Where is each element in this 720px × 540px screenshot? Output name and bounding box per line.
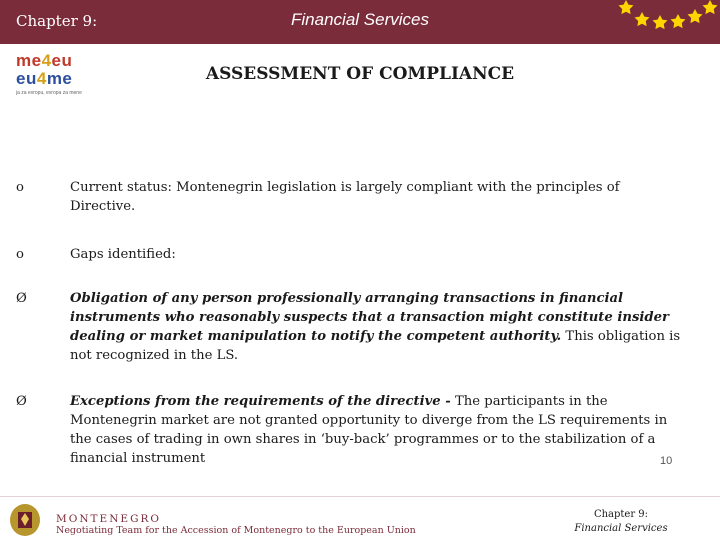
bullet-item-gaps <box>16 245 686 264</box>
footer-chapter: Chapter 9: <box>593 509 649 520</box>
header-bar <box>0 0 720 44</box>
arrow-bullet-icon: Ø <box>16 394 27 409</box>
logo-line-1: me4eu <box>16 51 73 70</box>
star-icon <box>671 14 686 28</box>
arrow-bullet-icon: Ø <box>16 291 27 306</box>
footer-team: Negotiating Team for the Accession of Montenegro to the European Union <box>56 525 416 536</box>
me4eu-logo <box>16 52 116 100</box>
slide-title: ASSESSMENT OF COMPLIANCE <box>205 64 515 84</box>
footer-country: MONTENEGRO <box>56 513 161 525</box>
star-icon <box>619 0 634 14</box>
footer-section: Financial Services <box>574 523 668 534</box>
star-icon <box>653 15 668 29</box>
bullet-item-obligation <box>16 289 686 365</box>
bullet-text: Gaps identified: <box>70 247 176 262</box>
bullet-item-current-status <box>16 178 686 216</box>
page-number: 10 <box>660 455 673 467</box>
logo-tagline: ja za evropu, evropa za mene <box>16 90 82 96</box>
bullet-emphasis: Exceptions from the requirements of the directive - <box>70 394 451 409</box>
bullet-item-exceptions <box>16 392 686 468</box>
bullet-text: This obligation is not recognized in the LS. <box>70 329 681 363</box>
header-chapter: Chapter 9: <box>16 12 98 30</box>
bullet-emphasis: Obligation of any person professionally arranging transactions in financial instruments who reasonably suspects that a transaction might constitute insider dealing or market manipulation to notify the competent authority. <box>70 291 669 344</box>
star-icon <box>703 0 718 14</box>
header-section-title: Financial Services <box>291 10 429 29</box>
montenegro-crest-icon <box>6 502 44 538</box>
circle-bullet-icon: o <box>16 180 24 195</box>
bullet-text: The participants in the Montenegrin market are not granted opportunity to diverge from the LS requirements in the cases of trading in own shares in ‘buy-back’ programmes or to the stabilization of a financial instrument <box>70 394 668 466</box>
bullet-text: Current status: Montenegrin legislation is largely compliant with the principles of Directive. <box>70 180 620 214</box>
eu-stars-icon <box>612 0 720 44</box>
circle-bullet-icon: o <box>16 247 24 262</box>
footer-divider <box>0 496 720 497</box>
star-icon <box>688 9 703 23</box>
logo-line-2: eu4me <box>16 69 73 88</box>
star-icon <box>635 12 650 26</box>
